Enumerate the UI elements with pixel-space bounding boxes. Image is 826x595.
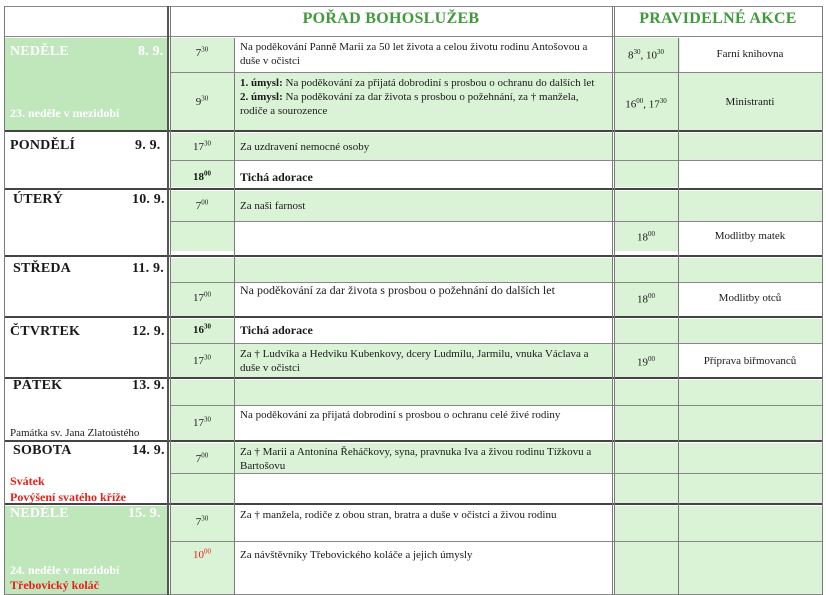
- service-intention: Na poděkování Panně Marii za 50 let života a celou životu rodinu Antošovou a duše v očistci: [240, 41, 588, 67]
- feast-title: Povýšení svatého kříže: [10, 490, 126, 504]
- day-date-saturday: 14. 9.: [132, 443, 165, 458]
- day-name-sunday: NEDĚLE: [10, 506, 69, 521]
- service-time: $16^{30}$: [193, 322, 211, 336]
- day-name-tuesday: ÚTERÝ: [13, 192, 64, 207]
- event-time: $8^{30}$, $10^{30}$: [628, 48, 664, 62]
- event-time: $19^{00}$: [637, 355, 655, 369]
- event-note: Třebovický koláč: [10, 578, 99, 592]
- service-intention: Za návštěvníky Třebovického koláče a jejich úmysly: [240, 549, 473, 561]
- event-name: Ministranti: [725, 96, 775, 108]
- service-time: $7^{00}$: [195, 451, 209, 465]
- event-time: $18^{00}$: [637, 230, 655, 244]
- service-time: $9^{30}$: [195, 94, 209, 108]
- day-date-wednesday: 11. 9.: [132, 261, 164, 276]
- service-intention: Tichá adorace: [240, 323, 313, 337]
- service-intention: Na poděkování za přijatá dobrodiní s prosbou o ochranu celé živé rodiny: [240, 409, 561, 421]
- event-time: $16^{00}$, $17^{30}$: [625, 97, 667, 111]
- day-name-saturday: SOBOTA: [13, 443, 72, 458]
- service-time: $17^{30}$: [193, 415, 211, 429]
- service-time: $17^{00}$: [193, 290, 211, 304]
- service-intention: Za † manžela, rodiče z obou stran, bratra a duše v očistci a živou rodinu: [240, 509, 557, 521]
- service-intention: Na poděkování za dar života s prosbou o požehnání do dalších let: [240, 283, 555, 297]
- day-date-friday: 13. 9.: [132, 378, 165, 393]
- event-name: Příprava biřmovanců: [703, 355, 797, 367]
- services-header: POŘAD BOHOSLUŽEB: [302, 10, 480, 27]
- day-date-monday: 9. 9.: [135, 138, 161, 153]
- day-name-thursday: ČTVRTEK: [10, 324, 81, 339]
- service-time: $10^{00}$: [193, 547, 211, 561]
- day-date-sunday: 15. 9.: [128, 506, 161, 521]
- event-name: Modlitby otců: [718, 292, 782, 304]
- day-name-friday: PÁTEK: [13, 378, 63, 393]
- event-time: $18^{00}$: [637, 292, 655, 306]
- feast-label: Svátek: [10, 474, 45, 488]
- service-time: $17^{30}$: [193, 353, 211, 367]
- service-time: $7^{00}$: [195, 198, 209, 212]
- service-time: $7^{30}$: [195, 45, 209, 59]
- feast-note: Památka sv. Jana Zlatoústého: [10, 427, 140, 439]
- service-intention: Za uzdravení nemocné osoby: [240, 141, 370, 153]
- service-time: $7^{30}$: [195, 514, 209, 528]
- service-intention: Za † Ludvíka a Hedviku Kubenkovy, dcery Ludmilu, Jarmilu, vnuka Václava a duše v očistci: [240, 348, 589, 374]
- service-intention: Za † Marii a Antonína Řeháčkovy, syna, pravnuka Iva a živou rodinu Tížkovu a Bartošovu: [240, 446, 592, 472]
- service-intention: 1. úmysl: Na poděkování za přijatá dobrodiní s prosbou o ochranu do dalších let 2. úmysl: Na poděkování za dar života s prosbou o požehnání, za † manžela, rodiče a sourozence: [240, 77, 595, 117]
- day-name-wednesday: STŘEDA: [13, 261, 71, 276]
- service-intention: Tichá adorace: [240, 170, 313, 184]
- day-date-tuesday: 10. 9.: [132, 192, 165, 207]
- event-name: Modlitby matek: [714, 230, 786, 242]
- day-name-sunday: NEDĚLE: [10, 44, 69, 59]
- day-date-thursday: 12. 9.: [132, 324, 165, 339]
- service-time: $17^{30}$: [193, 139, 211, 153]
- liturgical-note: 24. neděle v mezidobí: [10, 563, 120, 577]
- day-name-monday: PONDĚLÍ: [10, 138, 76, 153]
- events-header: PRAVIDELNÉ AKCE: [639, 10, 797, 27]
- event-name: Farní knihovna: [716, 48, 784, 60]
- service-time: $18^{00}$: [193, 169, 211, 183]
- liturgical-note: 23. neděle v mezidobí: [10, 106, 120, 120]
- day-date-sunday: 8. 9.: [138, 44, 164, 59]
- service-intention: Za naši farnost: [240, 200, 306, 212]
